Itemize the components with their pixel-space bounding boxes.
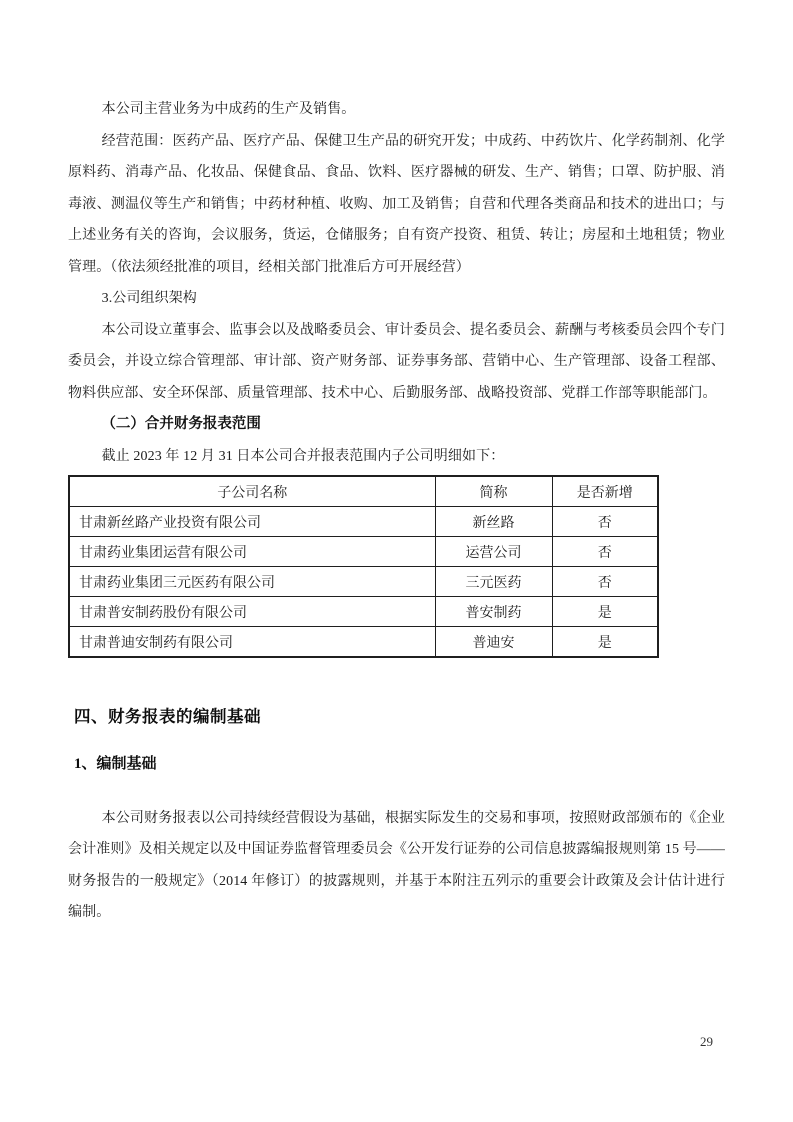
cell-is-new: 否	[552, 507, 658, 537]
page-number: 29	[700, 1034, 713, 1049]
paragraph-preparation-basis: 本公司财务报表以公司持续经营假设为基础，根据实际发生的交易和事项，按照财政部颁布的《企业会计准则》及相关规定以及中国证券监督管理委员会《公开发行证券的公司信息披露编报规则第 15 号——财务报告的一般规定》（2014 年修订）的披露规则，并基于本附注五列示的重要会计政策及会计估计进行编制。	[68, 810, 725, 920]
col-header-short-name: 简称	[435, 476, 552, 507]
subsidiaries-table	[68, 475, 659, 658]
cell-short-name: 三元医药	[435, 567, 552, 597]
paragraph-consolidation-intro: 截止 2023 年 12 月 31 日本公司合并报表范围内子公司明细如下：	[101, 448, 505, 464]
cell-is-new: 是	[552, 597, 658, 627]
paragraph-main-business: 本公司主营业务为中成药的生产及销售。	[101, 102, 356, 117]
cell-short-name: 普迪安	[435, 627, 552, 658]
cell-subsidiary-name: 甘肃药业集团三元医药有限公司	[69, 567, 435, 597]
cell-short-name: 新丝路	[435, 507, 552, 537]
cell-is-new: 否	[552, 537, 658, 567]
table-row	[69, 627, 658, 658]
cell-subsidiary-name: 甘肃普迪安制药有限公司	[69, 627, 435, 658]
paragraph-business-scope: 经营范围：医药产品、医疗产品、保健卫生产品的研究开发；中成药、中药饮片、化学药制剂、化学原料药、消毒产品、化妆品、保健食品、食品、饮料、医疗器械的研发、生产、销售；口罩、防护服、消毒液、测温仪等生产和销售；中药材种植、收购、加工及销售；自营和代理各类商品和技术的进出口；与上述业务有关的咨询，会议服务，货运，仓储服务；自有资产投资、租赁、转让；房屋和土地租赁；物业管理。（依法须经批准的项目，经相关部门批准后方可开展经营）	[68, 133, 725, 275]
table-header-row	[69, 476, 658, 507]
cell-short-name: 普安制药	[435, 597, 552, 627]
col-header-subsidiary-name: 子公司名称	[69, 476, 435, 507]
heading-consolidation-scope: （二）合并财务报表范围	[101, 416, 261, 432]
col-header-is-new: 是否新增	[552, 476, 658, 507]
table-row	[69, 537, 658, 567]
cell-is-new: 是	[552, 627, 658, 658]
heading-section-basis: 四、财务报表的编制基础	[74, 707, 261, 726]
heading-org-structure: 3.公司组织架构	[101, 291, 197, 306]
paragraph-org-structure: 本公司设立董事会、监事会以及战略委员会、审计委员会、提名委员会、薪酬与考核委员会四个专门委员会，并设立综合管理部、审计部、资产财务部、证券事务部、营销中心、生产管理部、设备工程部、物料供应部、安全环保部、质量管理部、技术中心、后勤服务部、战略投资部、党群工作部等职能部门。	[68, 322, 725, 401]
table-row	[69, 597, 658, 627]
cell-is-new: 否	[552, 567, 658, 597]
table-row	[69, 567, 658, 597]
cell-short-name: 运营公司	[435, 537, 552, 567]
cell-subsidiary-name: 甘肃普安制药股份有限公司	[69, 597, 435, 627]
cell-subsidiary-name: 甘肃药业集团运营有限公司	[69, 537, 435, 567]
table-row	[69, 507, 658, 537]
cell-subsidiary-name: 甘肃新丝路产业投资有限公司	[69, 507, 435, 537]
heading-basis-subsection: 1、编制基础	[74, 756, 157, 772]
